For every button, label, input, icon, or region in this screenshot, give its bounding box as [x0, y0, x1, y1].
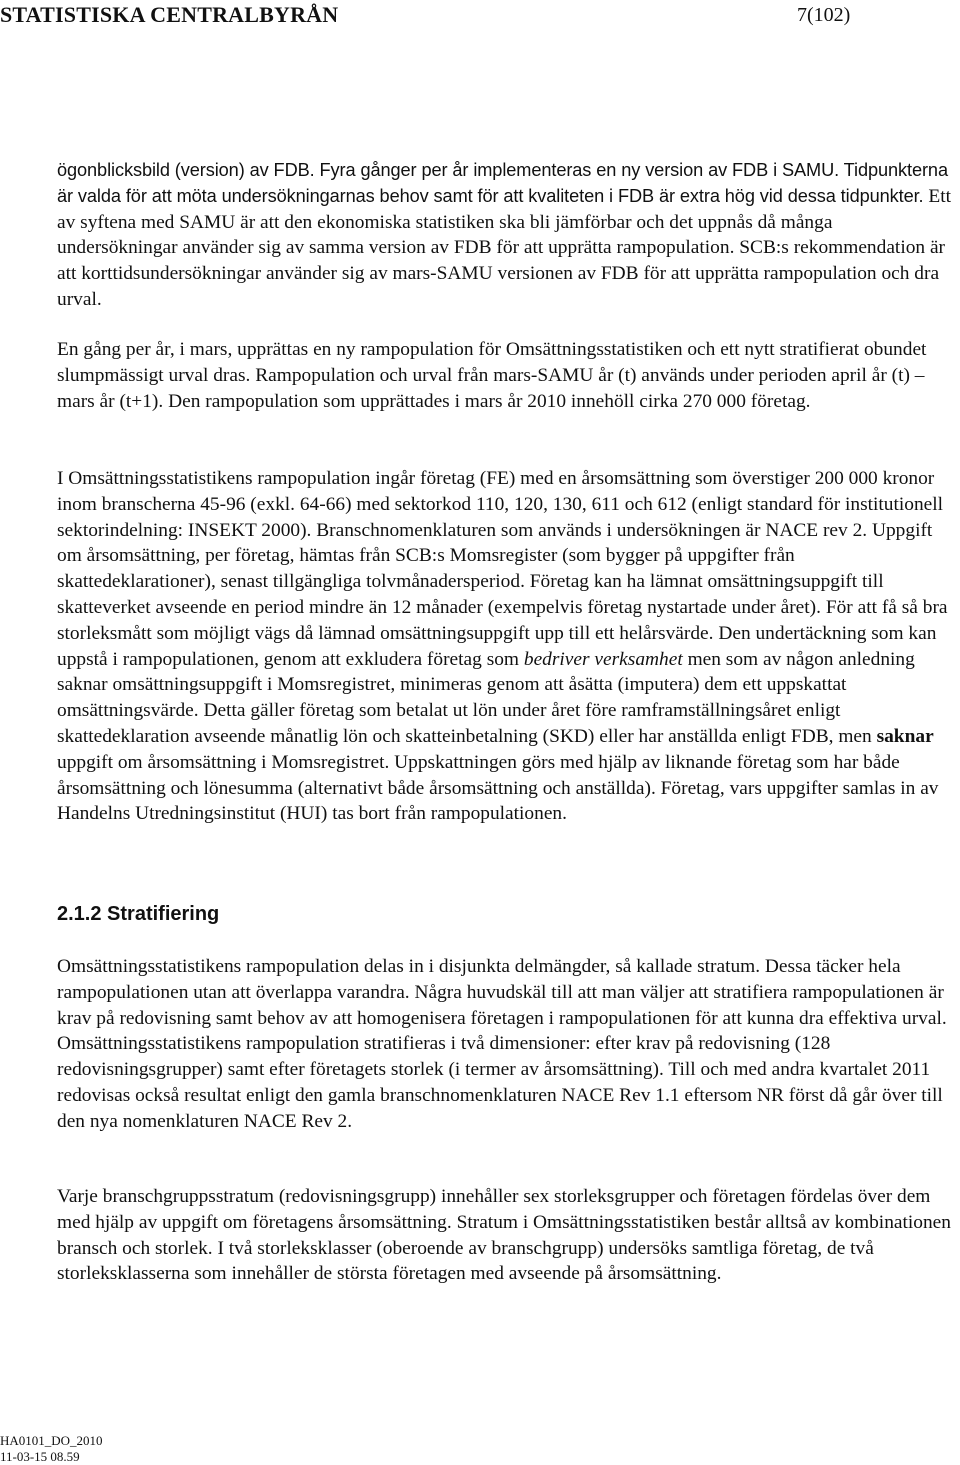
paragraph-rampopulation-part2: men som av någon anledning saknar omsättningsuppgift i Momsregistret, minimeras genom att åsätta (imputera) dem ett uppskattat omsättningsvärde. Detta gäller företag som betalat ut lön under året före ramframställningsåret enligt skattedeklaration avseende månatlig lön och skatteinbetalning (SKD) eller har anställda enligt FDB, men [57, 648, 915, 747]
bold-emphasis: saknar [876, 725, 934, 747]
section-heading: 2.1.2 Stratifiering [57, 903, 220, 925]
paragraph-samu-versions-serif: Ett av syftena med SAMU är att den ekonomiska statistiken ska bli jämförbar och det uppnås då många undersökningar använder sig av samma version av FDB för att upprätta rampopulation. SCB:s rekommendation är att korttidsundersökningar använder sig av mars-SAMU versionen av FDB för att upprätta rampopulation och dra urval. [57, 185, 951, 310]
paragraph-rampopulation-part3: uppgift om årsomsättning i Momsregistret. Uppskattningen görs med hjälp av liknande företag som har både årsomsättning och lönesumma (alternativt både årsomsättning och anställda). Företag, vars uppgifter samlas in av Handelns Utredningsinstitut (HUI) tas bort från rampopulationen. [57, 751, 939, 825]
document-id: HA0101_DO_2010 [0, 1433, 103, 1448]
paragraph-annual-rampopulation: En gång per år, i mars, upprättas en ny rampopulation för Omsättningsstatistiken och ett nytt stratifierat obundet slumpmässigt urval dras. Rampopulation och urval från mars-SAMU år (t) används under perioden april år (t) – mars år (t+1). Den rampopulation som upprättades i mars år 2010 innehöll cirka 270 000 företag. [57, 339, 927, 412]
paragraph-rampopulation-part1: I Omsättningsstatistikens rampopulation ingår företag (FE) med en årsomsättning som överstiger 200 000 kronor inom branscherna 45-96 (exkl. 64-66) med sektorkod 110, 120, 130, 611 och 612 (enligt standard för institutionell sektorindelning: INSEKT 2000). Branschnomenklaturen som används i undersökningen är NACE rev 2. Uppgift om årsomsättning, per företag, hämtas från SCB:s Momsregister (som bygger på uppgifter från skattedeklarationer), senast tillgängliga tolvmånadersperiod. Företag kan ha lämnat omsättningsuppgift till skatteverket avseende en period mindre än 12 månader (exempelvis företag nystartade under året). För att få så bra storleksmått som möjligt vägs då lämnad omsättningsuppgift upp till ett helårsvärde. Den undertäckning som kan uppstå i rampopulationen, genom att exkludera företag som [57, 468, 948, 670]
paragraph-samu-versions-sans: ögonblicksbild (version) av FDB. Fyra gånger per år implementeras en ny version av FDB i SAMU. Tidpunkterna är valda för att möta undersökningarnas behov samt för att kvaliteten i FDB är extra hög vid dessa tidpunkter. [57, 160, 948, 206]
page-number: 7(102) [797, 4, 851, 26]
document-timestamp: 11-03-15 08.59 [0, 1449, 80, 1464]
paragraph-samu-versions [57, 158, 957, 313]
paragraph-size-groups: Varje branschgruppsstratum (redovisningsgrupp) innehåller sex storleksgrupper och företagen fördelas över dem med hjälp av uppgift om företagens årsomsättning. Stratum i Omsättningsstatistiken består alltså av kombinationen bransch och storlek. I två storleksklasser (oberoende av branschgrupp) undersöks samtliga företag, de två storleksklasserna som innehåller de största företagen med avseende på årsomsättning. [57, 1186, 951, 1285]
organization-header: STATISTISKA CENTRALBYRÅN [0, 2, 339, 27]
paragraph-stratification: Omsättningsstatistikens rampopulation delas in i disjunkta delmängder, så kallade stratum. Dessa täcker hela rampopulationen utan att överlappa varandra. Några huvudskäl till att man väljer att stratifiera rampopulationen är krav på redovisning samt behov av att homogenisera företagen i rampopulationen för att kunna dra effektiva urval. Omsättningsstatistikens rampopulation stratifieras i två dimensioner: efter krav på redovisning (128 redovisningsgrupper) samt efter företagets storlek (i termer av årsomsättning). Till och med andra kvartalet 2011 redovisas också resultat enligt den gamla branschnomenklaturen NACE Rev 1.1 eftersom NR först då går över till den nya nomenklaturen NACE Rev 2. [57, 956, 947, 1132]
paragraph-rampopulation-definition [57, 466, 957, 827]
italic-emphasis: bedriver verksamhet [523, 648, 683, 670]
